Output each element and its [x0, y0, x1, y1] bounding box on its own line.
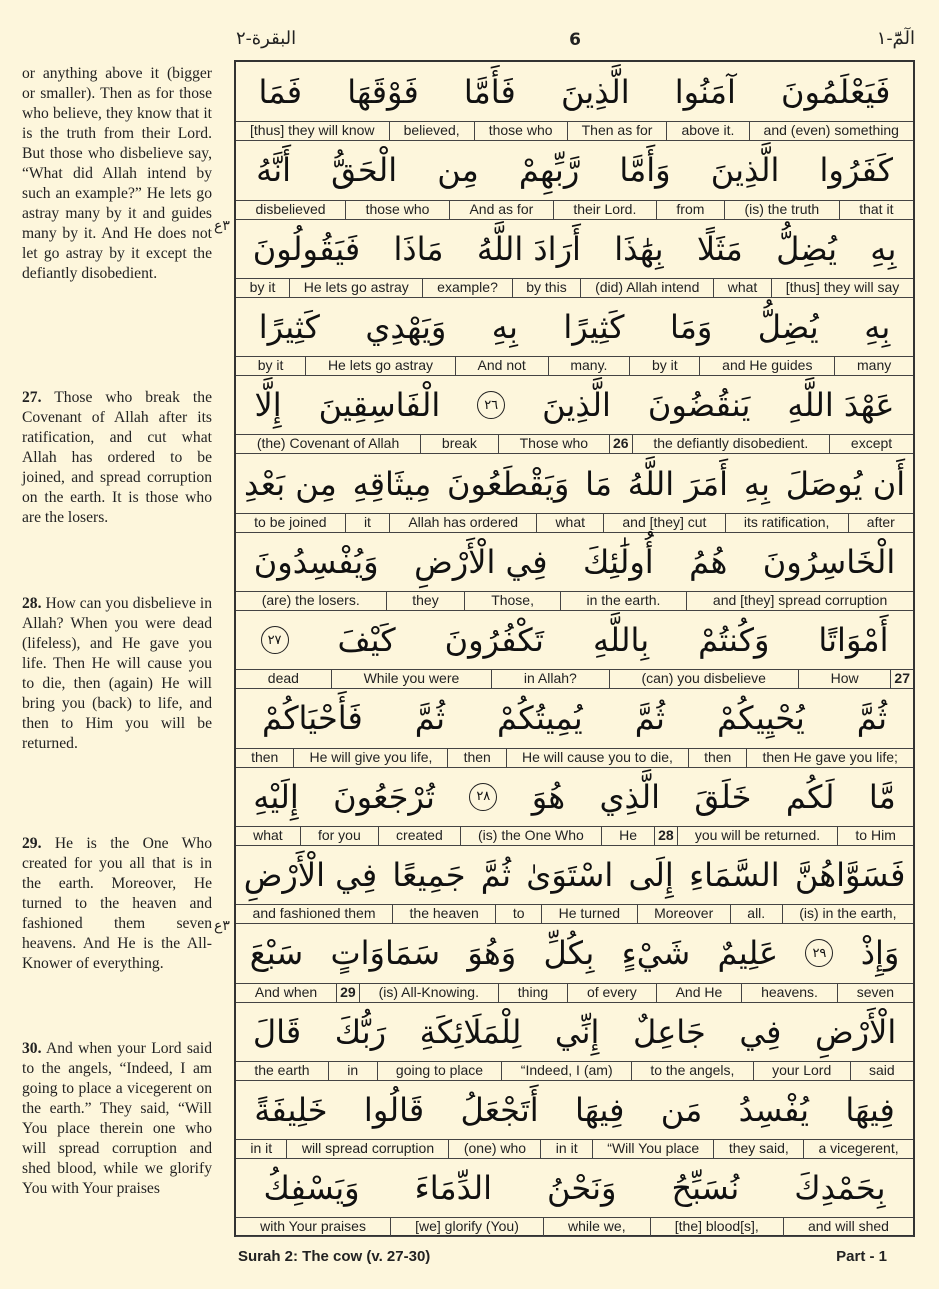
- verse-row: [236, 767, 913, 845]
- arabic-word: مِن: [437, 151, 479, 190]
- word-translation: and [they] spread corruption: [686, 592, 913, 610]
- arabic-word: تَكْفُرُونَ: [444, 621, 544, 660]
- translation-paragraph: [22, 64, 212, 284]
- arabic-word: أَمَرَ اللَّهُ: [627, 464, 729, 503]
- word-translation: to: [495, 905, 541, 923]
- word-translation: by it: [249, 278, 276, 295]
- word-translation: (can) you disbelieve: [609, 670, 798, 688]
- arabic-word: وَهُوَ: [467, 934, 517, 973]
- word-translation: in it: [250, 1140, 273, 1157]
- word-translation: for you: [300, 827, 378, 845]
- arabic-word: هُوَ: [531, 777, 566, 816]
- word-translation: from: [656, 201, 724, 219]
- arabic-word: بِهِ: [870, 229, 897, 268]
- arabic-word: جَمِيعًا: [392, 856, 466, 894]
- word-translation: in: [328, 1062, 377, 1080]
- verse-number: 27.: [22, 389, 42, 406]
- arabic-line: [236, 375, 913, 435]
- ayah-number-marker: ٢٧: [261, 626, 289, 654]
- arabic-word: فَوْقَهَا: [347, 73, 419, 111]
- arabic-word: قَالَ: [252, 1012, 302, 1051]
- arabic-word: مَا: [585, 464, 612, 503]
- word-translation: its ratification,: [725, 514, 848, 532]
- verse-row: [236, 1080, 913, 1158]
- translation-line: [236, 356, 913, 376]
- word-translation: (the) Covenant of Allah: [256, 435, 400, 452]
- juz-name-arabic: الٓمّٓ-١: [876, 28, 915, 49]
- word-translation: a vicegerent,: [803, 1140, 913, 1158]
- arabic-word: يُمِيتُكُمْ: [497, 699, 583, 738]
- word-translation: thing: [498, 984, 567, 1002]
- translation-line: [236, 669, 913, 689]
- arabic-word: عَلِيمٌ: [717, 934, 779, 973]
- word-translation: you will be returned.: [677, 827, 838, 845]
- ayah-number-marker: ٢٦: [477, 391, 505, 419]
- arabic-word: رَبُّكَ: [334, 1012, 387, 1051]
- word-translation: And He: [656, 984, 742, 1002]
- arabic-word: السَّمَاءِ: [689, 856, 780, 894]
- word-translation: He turned: [541, 905, 637, 923]
- arabic-word: آمَنُوا: [674, 73, 736, 111]
- word-translation: And when: [254, 983, 318, 1000]
- word-translation: except: [829, 435, 913, 453]
- verse-row: [236, 532, 913, 610]
- word-translation: [we] glorify (You): [390, 1218, 543, 1236]
- verse-row: [236, 375, 913, 453]
- footer-surah-info: Surah 2: The cow (v. 27-30): [238, 1248, 431, 1265]
- verse-row: [236, 454, 913, 532]
- verse-row: [236, 219, 913, 297]
- translation-line: [236, 591, 913, 611]
- verse-number: 29.: [22, 835, 42, 852]
- verse-text: He is the One Who created for you all that is in the earth. Moreover, He turned to the heaven and fashioned them seven heavens. And He is the All-Knower of everything.: [22, 835, 212, 972]
- arabic-word: وَمَا: [669, 307, 713, 346]
- verse-row: [236, 610, 913, 688]
- arabic-word: شَيْءٍ: [621, 934, 691, 973]
- verse-number-cell: 27: [890, 670, 913, 688]
- arabic-word: بِحَمْدِكَ: [794, 1169, 886, 1208]
- arabic-word: مَثَلًا: [696, 229, 743, 268]
- verse-text: How can you disbelieve in Allah? When you were dead (lifeless), and He gave you life. Then He will cause you to die, then (again) He will bring you (back) to life, and then to Him you will be returned.: [22, 595, 212, 752]
- word-translation: in Allah?: [491, 670, 609, 688]
- ruku-marker: ٣ع: [214, 218, 230, 234]
- verse-row: [236, 845, 913, 923]
- arabic-word: فَأَمَّا: [463, 73, 516, 111]
- translation-paragraph: [22, 1039, 212, 1199]
- arabic-line: [236, 532, 913, 592]
- arabic-line: [236, 454, 913, 514]
- translation-line: [236, 1061, 913, 1081]
- arabic-word: خَلَقَ: [694, 777, 752, 816]
- translation-paragraph: [22, 388, 212, 528]
- arabic-word: الَّذِينَ: [542, 386, 611, 425]
- arabic-word: أُولَٰئِكَ: [582, 542, 654, 581]
- arabic-word: فَيَقُولُونَ: [252, 229, 361, 268]
- arabic-word: اسْتَوَىٰ: [526, 856, 614, 894]
- word-translation: How: [798, 670, 891, 688]
- page-header: [0, 0, 939, 60]
- word-translation: dead: [267, 670, 299, 687]
- word-translation: (did) Allah intend: [580, 279, 713, 297]
- arabic-word: عَهْدَ اللَّهِ: [787, 386, 895, 425]
- word-translation: Those who: [498, 435, 609, 453]
- arabic-word: إِلَيْهِ: [253, 777, 299, 816]
- verse-number: 28.: [22, 595, 42, 612]
- arabic-word: لِلْمَلَائِكَةِ: [419, 1012, 522, 1051]
- arabic-line: [236, 1002, 913, 1062]
- arabic-word: الْخَاسِرُونَ: [762, 542, 896, 581]
- word-translation: the earth: [254, 1061, 310, 1078]
- word-translation: by it: [629, 357, 699, 375]
- arabic-word: فِيهَا: [574, 1090, 625, 1129]
- arabic-word: بِهِ: [864, 307, 891, 346]
- arabic-word: لَكُم: [785, 777, 835, 816]
- word-translation: while we,: [543, 1218, 650, 1236]
- arabic-line: [236, 62, 913, 122]
- arabic-line: [236, 845, 913, 905]
- translation-line: [236, 1139, 913, 1159]
- arabic-word: سَمَاوَاتٍ: [330, 934, 441, 973]
- translation-line: [236, 748, 913, 768]
- verse-number-cell: 26: [609, 435, 632, 453]
- ruku-marker: ٣ع: [214, 918, 230, 934]
- arabic-word: وَيَسْفِكُ: [263, 1169, 360, 1208]
- word-translation: your Lord: [753, 1062, 850, 1080]
- word-translation: then: [251, 748, 279, 765]
- word-translation: what: [253, 826, 283, 843]
- arabic-word: تُرْجَعُونَ: [333, 777, 435, 816]
- arabic-word: بِكُلِّ: [543, 934, 595, 973]
- arabic-line: [236, 767, 913, 827]
- word-translation: all.: [730, 905, 782, 923]
- word-translation: Those,: [464, 592, 559, 610]
- translation-line: [236, 434, 913, 454]
- verse-row: [236, 923, 913, 1001]
- word-translation: what: [713, 279, 771, 297]
- word-translation: then: [688, 749, 746, 767]
- paragraph-text: [22, 834, 212, 974]
- arabic-word: وَإِذْ: [860, 934, 900, 973]
- word-translation: to the angels,: [631, 1062, 753, 1080]
- arabic-word: الْحَقُّ: [331, 151, 398, 190]
- translation-line: [236, 513, 913, 533]
- arabic-word: فَيَعْلَمُونَ: [780, 73, 891, 111]
- arabic-word: بِهِ: [491, 307, 518, 346]
- word-translation: those who: [345, 201, 449, 219]
- word-translation: [the] blood[s],: [650, 1218, 783, 1236]
- word-translation: many: [834, 357, 913, 375]
- arabic-word: يُفْسِدُ: [738, 1090, 810, 1129]
- word-translation: (is) All-Knowing.: [359, 984, 498, 1002]
- arabic-word: أَمْوَاتًا: [818, 621, 889, 660]
- word-translation: break: [420, 435, 498, 453]
- word-translation: seven: [837, 984, 913, 1002]
- arabic-word: فَأَحْيَاكُمْ: [262, 699, 363, 738]
- word-translation: they said,: [713, 1140, 803, 1158]
- word-translation: then He gave you life;: [746, 749, 913, 767]
- word-translation: by it: [257, 357, 284, 374]
- arabic-word: كَثِيرًا: [563, 307, 625, 346]
- verse-row: [236, 140, 913, 218]
- word-translation: “Indeed, I (am): [501, 1062, 631, 1080]
- arabic-word: رَّبِّهِمْ: [518, 151, 580, 190]
- arabic-word: فِي: [739, 1012, 782, 1051]
- word-translation: disbelieved: [255, 200, 326, 217]
- translation-paragraph: [22, 594, 212, 754]
- word-translation: in the earth.: [560, 592, 686, 610]
- paragraph-text: or anything above it (bigger or smaller). Then as for those who believe, they know that it is the truth from their Lord. But those who disbelieve say, “What did Allah intend by such an example?” He lets go astray many by it and guides many by it. And He does not let go astray by it except the defiantly disobedient.: [22, 65, 212, 282]
- arabic-word: يُحْيِيكُمْ: [716, 699, 805, 738]
- verse-number: 30.: [22, 1040, 42, 1057]
- arabic-word: ثُمَّ: [414, 699, 445, 738]
- arabic-word: مِيثَاقِهِ: [352, 464, 432, 503]
- word-translation: and will shed: [783, 1218, 913, 1236]
- arabic-word: الَّذِينَ: [710, 151, 780, 190]
- word-translation: He will give you life,: [293, 749, 447, 767]
- word-translation: and [they] cut: [603, 514, 724, 532]
- arabic-word: أَنَّهُ: [256, 151, 292, 190]
- translation-line: [236, 1217, 913, 1237]
- arabic-word: فِي الْأَرْضِ: [414, 542, 548, 581]
- word-translation: of every: [567, 984, 656, 1002]
- arabic-word: الْفَاسِقِينَ: [318, 386, 441, 425]
- arabic-word: نُسَبِّحُ: [671, 1169, 740, 1208]
- arabic-word: الَّذِي: [599, 777, 660, 816]
- arabic-word: الْأَرْضِ: [814, 1012, 897, 1051]
- word-translation: with Your praises: [260, 1218, 366, 1235]
- word-translation: created: [378, 827, 460, 845]
- verse-row: [236, 62, 913, 140]
- arabic-word: قَالُوا: [363, 1090, 425, 1129]
- arabic-word: وَيُفْسِدُونَ: [253, 542, 379, 581]
- word-translation: Then as for: [567, 122, 667, 140]
- word-translation: believed,: [389, 122, 474, 140]
- arabic-word: فِيهَا: [845, 1090, 895, 1129]
- word-translation: above it.: [666, 122, 748, 140]
- arabic-word: الَّذِينَ: [560, 73, 630, 111]
- word-translation: He: [601, 827, 654, 845]
- arabic-line: [236, 1080, 913, 1140]
- arabic-word: وَيَهْدِي: [365, 307, 447, 346]
- paragraph-text: [22, 388, 212, 528]
- word-translation: (are) the losers.: [261, 592, 360, 609]
- verse-number-cell: 28: [654, 827, 677, 845]
- arabic-word: وَأَمَّا: [619, 151, 671, 190]
- word-translation: they: [386, 592, 465, 610]
- word-translation: [thus] they will know: [250, 122, 375, 139]
- arabic-word: أَن يُوصَلَ: [785, 464, 906, 503]
- word-translation: by this: [512, 279, 581, 297]
- surah-name-arabic: البقرة-٢: [236, 28, 297, 49]
- arabic-word: الدِّمَاءَ: [414, 1169, 493, 1208]
- paragraph-text: [22, 594, 212, 754]
- arabic-word: خَلِيفَةً: [254, 1090, 328, 1129]
- arabic-word: بِهَٰذَا: [614, 229, 664, 268]
- arabic-word: كَيْفَ: [337, 621, 396, 660]
- word-translation: in it: [540, 1140, 592, 1158]
- arabic-word: إِلَّا: [254, 386, 282, 425]
- arabic-word: جَاعِلٌ: [632, 1012, 706, 1051]
- arabic-word: هُمُ: [689, 542, 728, 581]
- word-translation: it: [345, 514, 389, 532]
- translation-line: [236, 904, 913, 924]
- word-translation: heavens.: [741, 984, 837, 1002]
- arabic-word: وَكُنتُمْ: [698, 621, 770, 660]
- word-translation: “Will You place: [592, 1140, 714, 1158]
- word-translation: to Him: [837, 827, 913, 845]
- word-translation: And not: [455, 357, 548, 375]
- arabic-word: ثُمَّ: [480, 856, 511, 894]
- word-translation: He will cause you to die,: [506, 749, 688, 767]
- word-translation: the heaven: [392, 905, 495, 923]
- verse-row: [236, 688, 913, 766]
- word-translation: going to place: [377, 1062, 502, 1080]
- verse-row: [236, 1158, 913, 1236]
- page-number: 6: [569, 30, 581, 50]
- arabic-word: فِي الْأَرْضِ: [243, 856, 378, 894]
- arabic-word: كَفَرُوا: [819, 151, 893, 190]
- arabic-word: مَّا: [868, 777, 896, 816]
- arabic-word: سَبْعَ: [249, 934, 304, 973]
- word-translation: will spread corruption: [286, 1140, 448, 1158]
- word-translation: that it: [839, 201, 913, 219]
- word-translation: their Lord.: [553, 201, 656, 219]
- word-translation: And as for: [449, 201, 553, 219]
- word-translation: and fashioned them: [252, 905, 376, 922]
- arabic-word: بِهِ: [743, 464, 770, 503]
- word-translation: Moreover: [637, 905, 730, 923]
- arabic-word: كَثِيرًا: [258, 307, 320, 346]
- translation-line: [236, 200, 913, 220]
- paragraph-text: [22, 1039, 212, 1199]
- arabic-line: [236, 610, 913, 670]
- word-by-word-grid: [234, 60, 915, 1237]
- arabic-word: فَسَوَّاهُنَّ: [794, 856, 906, 894]
- arabic-word: وَنَحْنُ: [547, 1169, 617, 1208]
- word-translation: then: [447, 749, 505, 767]
- word-translation: (is) the truth: [724, 201, 839, 219]
- arabic-line: [236, 688, 913, 748]
- footer-part: Part - 1: [836, 1248, 887, 1265]
- arabic-word: وَيَقْطَعُونَ: [447, 464, 570, 503]
- ayah-number-marker: ٢٨: [469, 783, 497, 811]
- arabic-line: [236, 1158, 913, 1218]
- translation-line: [236, 278, 913, 298]
- word-translation: and (even) something: [749, 122, 914, 140]
- arabic-word: أَرَادَ اللَّهُ: [476, 229, 581, 268]
- arabic-line: [236, 923, 913, 983]
- word-translation: what: [536, 514, 603, 532]
- arabic-word: يُضِلُّ: [757, 307, 819, 346]
- arabic-word: مَن: [660, 1090, 703, 1129]
- verse-number-cell: 29: [336, 984, 359, 1002]
- ayah-number-marker: ٢٩: [805, 939, 833, 967]
- arabic-word: إِلَى: [628, 856, 674, 894]
- arabic-word: أَتَجْعَلُ: [460, 1090, 539, 1129]
- arabic-word: مَاذَا: [393, 229, 444, 268]
- word-translation: While you were: [331, 670, 491, 688]
- arabic-word: إِنِّي: [554, 1012, 600, 1051]
- word-translation: Allah has ordered: [389, 514, 536, 532]
- word-translation: (one) who: [448, 1140, 540, 1158]
- arabic-word: ثُمَّ: [634, 699, 665, 738]
- word-translation: (is) the One Who: [460, 827, 601, 845]
- arabic-word: يَنقُضُونَ: [647, 386, 751, 425]
- arabic-word: بِاللَّهِ: [592, 621, 650, 660]
- verse-text: Those who break the Covenant of Allah after its ratification, and cut what Allah has ordered to be joined, and spread corruption on the earth. It is those who are the losers.: [22, 389, 212, 526]
- word-translation: after: [848, 514, 913, 532]
- word-translation: example?: [422, 279, 511, 297]
- word-translation: said: [850, 1062, 913, 1080]
- word-translation: He lets go astray: [289, 279, 422, 297]
- word-translation: [thus] they will say: [771, 279, 913, 297]
- word-translation: He lets go astray: [305, 357, 455, 375]
- word-translation: (is) in the earth,: [782, 905, 913, 923]
- translation-line: [236, 121, 913, 141]
- word-translation: and He guides: [699, 357, 834, 375]
- verse-row: [236, 1002, 913, 1080]
- verse-text: And when your Lord said to the angels, “Indeed, I am going to place a vicegerent on the earth.” They said, “Will You place therein one who will spread corruption and shed blood, while we glorify You with Your praises: [22, 1040, 212, 1197]
- arabic-word: يُضِلُّ: [776, 229, 837, 268]
- translation-line: [236, 826, 913, 846]
- arabic-word: ثُمَّ: [856, 699, 887, 738]
- word-translation: to be joined: [254, 513, 327, 530]
- word-translation: the defiantly disobedient.: [632, 435, 830, 453]
- translation-line: [236, 983, 913, 1003]
- arabic-word: مِن بَعْدِ: [243, 464, 337, 503]
- translation-paragraph: [22, 834, 212, 974]
- verse-row: [236, 297, 913, 375]
- word-translation: many.: [548, 357, 630, 375]
- arabic-line: [236, 219, 913, 279]
- arabic-line: [236, 297, 913, 357]
- word-translation: those who: [474, 122, 567, 140]
- arabic-line: [236, 140, 913, 200]
- arabic-word: فَمَا: [258, 73, 303, 111]
